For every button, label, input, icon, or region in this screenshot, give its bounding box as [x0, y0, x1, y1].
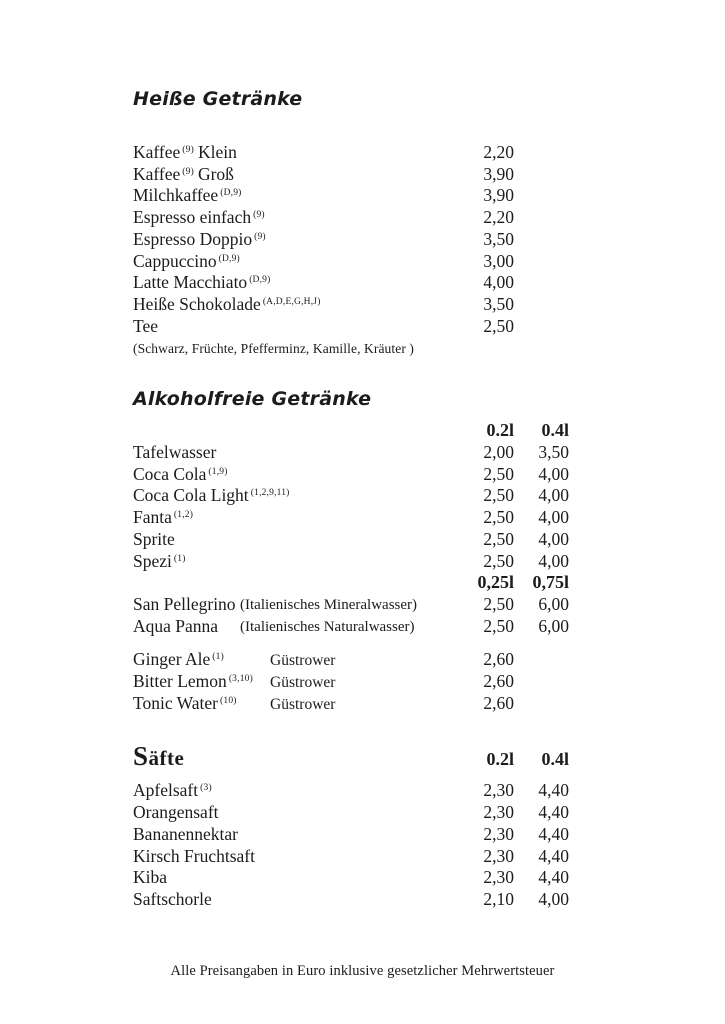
item-name: Kaffee [133, 142, 181, 162]
item-price-large: 3,50 [538, 442, 569, 463]
item-name-cell [133, 316, 456, 338]
section-heading-row [133, 742, 569, 772]
item-name-cell [133, 185, 456, 207]
item-name-cell [133, 164, 456, 186]
item-price-small: 2,50 [483, 528, 514, 549]
item-name: Coca Cola [133, 463, 207, 484]
item-name: Tafelwasser [133, 442, 217, 463]
item-price-small: 2,60 [483, 649, 514, 670]
size-large-label: 0,75l [532, 572, 569, 593]
item-price-small: 2,10 [483, 888, 514, 909]
item-name-cell [133, 693, 456, 715]
item-name: Bitter Lemon [133, 671, 227, 692]
item-allergen-codes: (A,D,E,G,H,J) [262, 296, 321, 307]
item-price-large: 4,40 [538, 867, 569, 888]
spacer [133, 714, 569, 742]
size-small-label: 0,25l [477, 572, 514, 593]
item-name-cell [133, 594, 456, 616]
menu-item-row [133, 671, 569, 693]
item-name: Fanta [133, 507, 172, 528]
section-heading: Alkoholfreie Getränke [133, 388, 372, 411]
item-price-small: 2,30 [483, 780, 514, 801]
item-price-small: 3,90 [483, 185, 514, 206]
item-name-suffix: Groß [197, 163, 234, 184]
item-allergen-codes: (D,9) [218, 253, 240, 264]
item-allergen-codes: (1,2) [173, 510, 194, 521]
item-name: Spezi [133, 550, 172, 571]
item-name-cell [133, 671, 456, 693]
item-name: Heiße Schokolade [133, 293, 261, 314]
item-name-cell [133, 802, 456, 824]
item-price-large: 4,40 [538, 780, 569, 801]
size-large-label: 0.4l [541, 749, 569, 770]
item-price-small: 2,20 [483, 142, 514, 162]
item-name-cell [133, 889, 456, 911]
menu-item-row [133, 551, 569, 573]
spacer [133, 120, 569, 142]
item-name-cell [133, 824, 456, 846]
item-name: Espresso einfach [133, 207, 252, 228]
section-heading-row [133, 386, 569, 412]
menu-item-row [133, 889, 569, 911]
item-name-cell [133, 846, 456, 868]
item-price-small: 2,20 [483, 207, 514, 228]
item-allergen-codes: (1) [212, 652, 224, 663]
item-name: Bananennektar [133, 823, 238, 844]
menu-item-row [133, 846, 569, 868]
item-price-large: 4,00 [538, 485, 569, 506]
spacer [133, 358, 569, 386]
size-small-label: 0.2l [486, 749, 514, 770]
item-price-small: 3,50 [483, 228, 514, 249]
item-note: (Italienisches Naturalwasser) [240, 618, 415, 635]
item-price-small: 2,60 [483, 671, 514, 692]
item-name-cell [133, 207, 456, 229]
menu-item-row [133, 185, 569, 207]
item-note: Güstrower [270, 695, 336, 713]
item-price-small: 2,50 [483, 615, 514, 636]
item-name-cell [133, 780, 456, 802]
item-allergen-codes: (1,9) [208, 466, 228, 477]
item-price-large: 6,00 [538, 615, 569, 636]
item-name: Coca Cola Light [133, 485, 249, 506]
menu-item-row [133, 294, 569, 316]
item-allergen-codes: (9) [182, 166, 194, 177]
menu-item-row [133, 164, 569, 186]
item-name: Sprite [133, 528, 175, 549]
item-name: Tonic Water [133, 692, 218, 713]
item-name-cell [133, 551, 456, 573]
menu-item-row [133, 780, 569, 802]
menu-item-row [133, 867, 569, 889]
menu-item-row [133, 485, 569, 507]
item-name-cell [133, 867, 456, 889]
item-name-cell [133, 272, 456, 294]
item-price-large: 4,00 [538, 507, 569, 528]
item-allergen-codes: (3) [200, 783, 212, 794]
menu-item-row [133, 802, 569, 824]
menu-content [133, 86, 569, 911]
item-note: (Italienisches Mineralwasser) [240, 596, 418, 613]
item-price-small: 3,90 [483, 163, 514, 184]
item-name-cell [133, 464, 456, 486]
item-price-small: 2,50 [483, 463, 514, 484]
size-large-label: 0.4l [541, 420, 569, 441]
item-price-small: 2,50 [483, 550, 514, 571]
item-name-cell [133, 507, 456, 529]
item-price-large: 4,00 [538, 888, 569, 909]
item-note: Güstrower [270, 652, 336, 670]
menu-item-row [133, 316, 569, 338]
item-price-small: 2,30 [483, 823, 514, 844]
item-name: Tee [133, 315, 159, 336]
item-allergen-codes: (1,2,9,11) [250, 488, 290, 499]
menu-item-row [133, 229, 569, 251]
item-allergen-codes: (9) [182, 145, 194, 155]
menu-item-row [133, 207, 569, 229]
item-price-large: 6,00 [538, 593, 569, 614]
item-price-small: 2,60 [483, 692, 514, 713]
item-price-small: 3,00 [483, 250, 514, 271]
item-name: Espresso Doppio [133, 228, 253, 249]
item-price-small: 3,50 [483, 293, 514, 314]
menu-item-row [133, 616, 569, 638]
item-name: Kiba [133, 867, 168, 888]
item-allergen-codes: (9) [253, 210, 265, 221]
item-allergen-codes: (9) [254, 231, 266, 242]
item-price-small: 2,50 [483, 315, 514, 336]
footer-note: Alle Preisangaben in Euro inklusive gesetzlicher Mehrwertsteuer [170, 963, 555, 979]
section-heading: Säfte [133, 741, 185, 772]
item-name: Saftschorle [133, 888, 212, 909]
item-name: Latte Macchiato [133, 272, 248, 293]
menu-item-row [133, 529, 569, 551]
item-name: Kaffee [133, 163, 181, 184]
item-name-cell [133, 616, 456, 638]
menu-item-row [133, 142, 569, 164]
item-price-large: 4,00 [538, 463, 569, 484]
item-name: San Pellegrino [133, 593, 236, 614]
section-footnote: (Schwarz, Früchte, Pfefferminz, Kamille, Kräuter ) [133, 341, 415, 357]
item-name-cell [133, 649, 456, 671]
size-header-row [133, 572, 569, 594]
section-heading-row [133, 86, 569, 112]
item-name: Kirsch Fruchtsaft [133, 845, 255, 866]
menu-item-row [133, 442, 569, 464]
item-price-small: 2,00 [483, 442, 514, 463]
menu-item-row [133, 693, 569, 715]
item-name-cell [133, 485, 456, 507]
size-small-label: 0.2l [486, 420, 514, 441]
item-name: Orangensaft [133, 802, 219, 823]
item-price-small: 2,50 [483, 593, 514, 614]
menu-item-row [133, 272, 569, 294]
menu-item-row [133, 464, 569, 486]
spacer [133, 637, 569, 649]
item-price-small: 2,30 [483, 802, 514, 823]
menu-item-row [133, 507, 569, 529]
item-name: Aqua Panna [133, 615, 219, 636]
item-allergen-codes: (10) [220, 695, 237, 706]
item-price-small: 2,30 [483, 845, 514, 866]
menu-item-row [133, 594, 569, 616]
item-name: Milchkaffee [133, 185, 219, 206]
item-name: Ginger Ale [133, 649, 211, 670]
item-allergen-codes: (1) [173, 553, 186, 564]
item-name-cell [133, 442, 456, 464]
item-name-suffix: Klein [197, 142, 237, 162]
item-name: Apfelsaft [133, 780, 199, 801]
size-header-row [133, 420, 569, 442]
item-allergen-codes: (D,9) [220, 188, 242, 199]
item-price-large: 4,40 [538, 823, 569, 844]
item-name-cell [133, 529, 456, 551]
menu-item-row [133, 649, 569, 671]
item-price-large: 4,40 [538, 845, 569, 866]
item-name-cell [133, 251, 456, 273]
item-price-large: 4,00 [538, 550, 569, 571]
item-price-small: 2,50 [483, 485, 514, 506]
item-name-cell [133, 229, 456, 251]
item-price-small: 2,50 [483, 507, 514, 528]
item-price-small: 4,00 [483, 272, 514, 293]
item-name-cell [133, 294, 456, 316]
item-price-large: 4,40 [538, 802, 569, 823]
menu-item-row [133, 824, 569, 846]
item-price-large: 4,00 [538, 528, 569, 549]
item-allergen-codes: (D,9) [249, 275, 271, 286]
menu-item-row [133, 251, 569, 273]
section-heading: Heiße Getränke [133, 88, 303, 110]
item-price-small: 2,30 [483, 867, 514, 888]
item-note: Güstrower [270, 674, 336, 692]
item-name-cell [133, 142, 456, 164]
item-allergen-codes: (3,10) [228, 674, 253, 685]
item-name: Cappuccino [133, 250, 217, 271]
